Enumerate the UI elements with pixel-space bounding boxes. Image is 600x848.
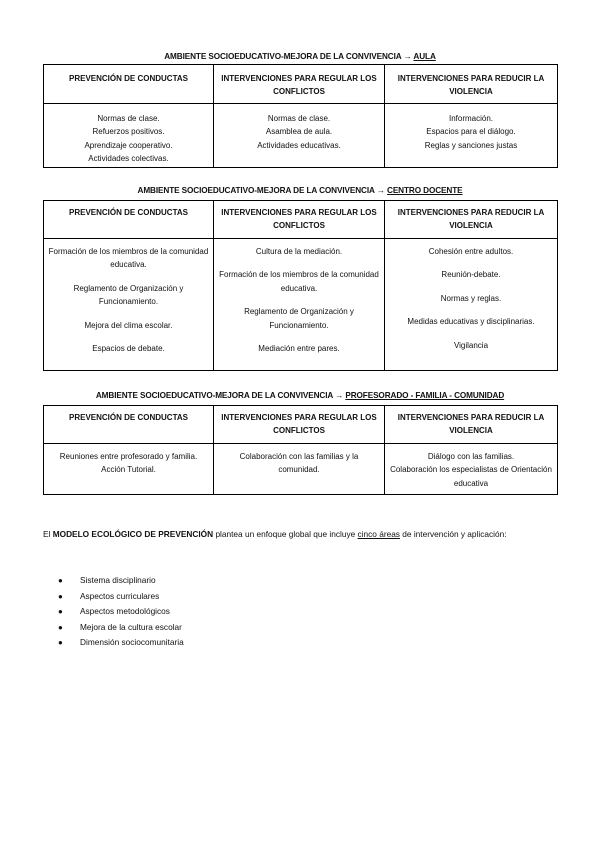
table-header-row [44, 65, 558, 104]
bullet-icon: ● [58, 591, 63, 601]
header-reducir: INTERVENCIONES PARA REDUCIR LA VIOLENCIA [385, 201, 558, 239]
table-centro [43, 200, 558, 371]
header-prevencion: PREVENCIÓN DE CONDUCTAS [44, 65, 214, 104]
model-name: MODELO ECOLÓGICO DE PREVENCIÓN [52, 529, 214, 539]
header-regular: INTERVENCIONES PARA REGULAR LOS CONFLICTOS [214, 65, 385, 104]
header-regular: INTERVENCIONES PARA REGULAR LOS CONFLICTOS [214, 201, 385, 239]
areas-count: cinco áreas [357, 529, 400, 539]
cell-regular: Cultura de la mediación. Formación de los miembros de la comunidad educativa. Reglamento de Organización y Funcionamiento. Mediación entre pares. [214, 239, 385, 371]
list-item: ● Mejora de la cultura escolar [58, 620, 184, 636]
cell-reducir: Información. Espacios para el diálogo. Reglas y sanciones justas [385, 104, 558, 168]
bullet-icon: ● [58, 638, 63, 647]
cell-reducir: Diálogo con las familias. Colaboración los especialistas de Orientación educativa [385, 444, 558, 495]
model-paragraph: El MODELO ECOLÓGICO DE PREVENCIÓN plantea un enfoque global que incluye cinco áreas de intervención y aplicación: [43, 529, 507, 539]
header-prevencion: PREVENCIÓN DE CONDUCTAS [44, 406, 214, 444]
table-header-row [44, 201, 558, 239]
header-regular: INTERVENCIONES PARA REGULAR LOS CONFLICTOS [214, 406, 385, 444]
table-row [44, 104, 558, 168]
section-title-aula: AMBIENTE SOCIOEDUCATIVO-MEJORA DE LA CONVIVENCIA → AULA [164, 52, 436, 61]
table-header-row [44, 406, 558, 444]
cell-regular: Colaboración con las familias y la comunidad. [214, 444, 385, 495]
cell-prevencion: Formación de los miembros de la comunidad educativa. Reglamento de Organización y Funcionamiento. Mejora del clima escolar. Espacios de debate. [44, 239, 214, 371]
cell-prevencion: Normas de clase. Refuerzos positivos. Aprendizaje cooperativo. Actividades colectivas. [44, 104, 214, 168]
section-title-centro: AMBIENTE SOCIOEDUCATIVO-MEJORA DE LA CONVIVENCIA → CENTRO DOCENTE [137, 186, 463, 195]
header-reducir: INTERVENCIONES PARA REDUCIR LA VIOLENCIA [385, 65, 558, 104]
table-comunidad [43, 405, 558, 495]
list-item: ● Aspectos metodológicos [58, 604, 184, 620]
list-item: ● Sistema disciplinario [58, 573, 184, 589]
header-prevencion: PREVENCIÓN DE CONDUCTAS [44, 201, 214, 239]
table-aula [43, 64, 558, 168]
bullet-icon: ● [58, 607, 63, 616]
cell-reducir: Cohesión entre adultos. Reunión-debate. Normas y reglas. Medidas educativas y disciplinarias. Vigilancia [385, 239, 558, 371]
areas-list [58, 573, 184, 651]
bullet-icon: ● [58, 576, 63, 585]
list-item: ● Aspectos curriculares [58, 589, 184, 605]
cell-regular: Normas de clase. Asamblea de aula. Actividades educativas. [214, 104, 385, 168]
header-reducir: INTERVENCIONES PARA REDUCIR LA VIOLENCIA [385, 406, 558, 444]
list-item: ● Dimensión sociocomunitaria [58, 635, 184, 651]
bullet-icon: ● [58, 622, 63, 632]
table-row [44, 239, 558, 371]
table-row [44, 444, 558, 495]
section-title-comunidad: AMBIENTE SOCIOEDUCATIVO-MEJORA DE LA CONVIVENCIA → PROFESORADO - FAMILIA - COMUNIDAD [95, 391, 505, 400]
cell-prevencion: Reuniones entre profesorado y familia. Acción Tutorial. [44, 444, 214, 495]
